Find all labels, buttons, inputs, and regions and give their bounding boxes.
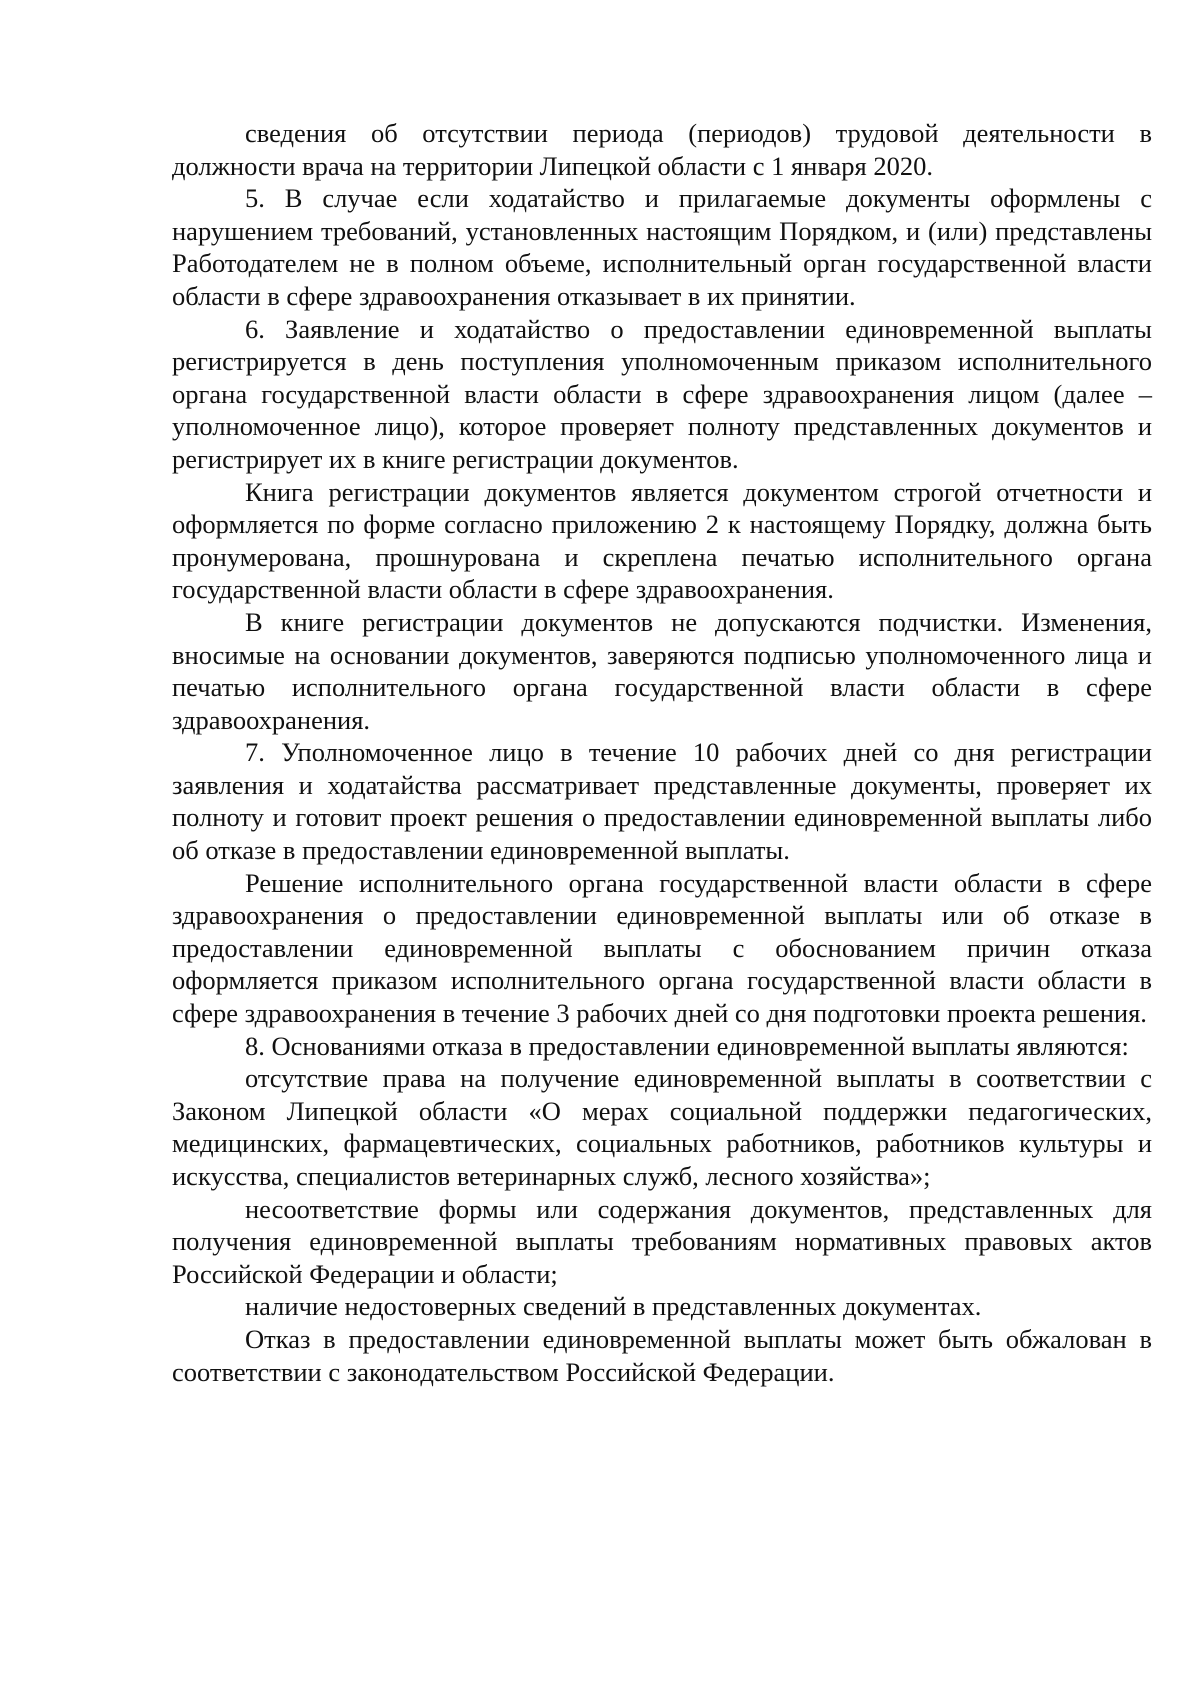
- paragraph-absence-of-work-period: сведения об отсутствии периода (периодов) трудовой деятельности в должности врача на территории Липецкой области с 1 января 2020.: [172, 118, 1152, 181]
- paragraph-item-8: 8. Основаниями отказа в предоставлении единовременной выплаты являются:: [245, 1030, 1129, 1061]
- paragraph-registration-book: Книга регистрации документов является документом строгой отчетности и оформляется по форме согласно приложению 2 к настоящему Порядку, должна быть пронумерована, прошнурована и скреплена печатью исполнительного органа государственной власти области в сфере здравоохранения.: [172, 476, 1152, 605]
- paragraph-item-7: 7. Уполномоченное лицо в течение 10 рабочих дней со дня регистрации заявления и ходатайства рассматривает представленные документы, проверяет их полноту и готовит проект решения о предоставлении единовременной выплаты либо об отказе в предоставлении единовременной выплаты.: [172, 737, 1152, 866]
- paragraph-item-5: 5. В случае если ходатайство и прилагаемые документы оформлены с нарушением требований, установленных настоящим Порядком, и (или) представлены Работодателем не в полном объеме, исполнительный орган государственной власти области в сфере здравоохранения отказывает в их принятии.: [172, 183, 1152, 311]
- document-body: [172, 117, 1152, 1388]
- paragraph-registration-book-corrections: В книге регистрации документов не допускаются подчистки. Изменения, вносимые на основании документов, заверяются подписью уполномоченного лица и печатью исполнительного органа государственной власти области в сфере здравоохранения.: [172, 606, 1152, 735]
- paragraph-refusal-ground-nonconformity: несоответствие формы или содержания документов, представленных для получения единовременной выплаты требованиям нормативных правовых актов Российской Федерации и области;: [172, 1193, 1152, 1289]
- paragraph-refusal-ground-no-right: отсутствие права на получение единовременной выплаты в соответствии с Законом Липецкой области «О мерах социальной поддержки педагогических, медицинских, фармацевтических, социальных работников, работников культуры и искусства, специалистов ветеринарных служб, лесного хозяйства»;: [172, 1063, 1152, 1191]
- paragraph-refusal-ground-unreliable-info: наличие недостоверных сведений в представленных документах.: [245, 1291, 982, 1322]
- paragraph-decision: Решение исполнительного органа государственной власти области в сфере здравоохранения о предоставлении единовременной выплаты или об отказе в предоставлении единовременной выплаты с обоснованием причин отказа оформляется приказом исполнительного органа государственной власти области в сфере здравоохранения в течение 3 рабочих дней со дня подготовки проекта решения.: [172, 867, 1152, 1029]
- paragraph-appeal: Отказ в предоставлении единовременной выплаты может быть обжалован в соответствии с законодательством Российской Федерации.: [172, 1323, 1152, 1387]
- paragraph-item-6: 6. Заявление и ходатайство о предоставлении единовременной выплаты регистрируется в день поступления уполномоченным приказом исполнительного органа государственной власти области в сфере здравоохранения лицом (далее – уполномоченное лицо), которое проверяет полноту представленных документов и регистрирует их в книге регистрации документов.: [172, 313, 1152, 474]
